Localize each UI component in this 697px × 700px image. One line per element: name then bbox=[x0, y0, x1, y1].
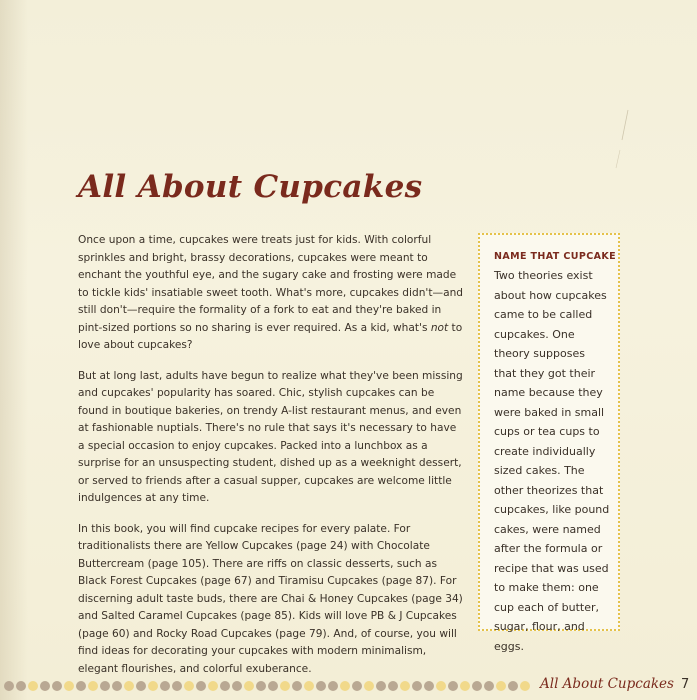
decorative-dot bbox=[508, 681, 518, 691]
decorative-dot bbox=[160, 681, 170, 691]
decorative-dot bbox=[520, 681, 530, 691]
decorative-dot bbox=[76, 681, 86, 691]
decorative-dot bbox=[484, 681, 494, 691]
decorative-dot bbox=[268, 681, 278, 691]
decorative-dot bbox=[424, 681, 434, 691]
paragraph-1-text: Once upon a time, cupcakes were treats just for kids. With colorful sprinkles and bright, brassy decorations, cupcakes were meant to enchant the youthful eye, and the sugary cake and frosting were made to tickle kids' insatiable sweet tooth. What's more, cupcakes didn't—and still don't—require the formality of a fork to eat and they're baked in pint-sized portions so no sharing is ever required. As a kid, what's not to love about cupcakes? bbox=[78, 234, 464, 351]
decorative-dot bbox=[412, 681, 422, 691]
name-that-cupcake-sidebar bbox=[478, 233, 620, 653]
decorative-dot-border bbox=[4, 680, 534, 692]
decorative-dot bbox=[28, 681, 38, 691]
decorative-dot bbox=[460, 681, 470, 691]
decorative-dot bbox=[436, 681, 446, 691]
decorative-dot bbox=[16, 681, 26, 691]
decorative-dot bbox=[4, 681, 14, 691]
body-paragraph: In this book, you will find cupcake recipes for every palate. For traditionalists there are Yellow Cupcakes (page 24) with Chocolate Buttercream (page 105). There are riffs on classic desserts, such as Black Forest Cupcakes (page 67) and Tiramisu Cupcakes (page 87). For discerning adult taste buds, there are Chai & Honey Cupcakes (page 34) and Salted Caramel Cupcakes (page 85). Kids will love PB & J Cupcakes (page 60) and Rocky Road Cupcakes (page 79). And, of course, you will find ideas for decorating your cupcakes with modern minimalism, elegant flourishes, and colorful exuberance. bbox=[78, 522, 463, 675]
decorative-dot bbox=[388, 681, 398, 691]
decorative-dot bbox=[64, 681, 74, 691]
decorative-dot bbox=[220, 681, 230, 691]
decorative-dot bbox=[352, 681, 362, 691]
decorative-dot bbox=[208, 681, 218, 691]
decorative-dot bbox=[244, 681, 254, 691]
body-paragraph bbox=[78, 232, 466, 355]
decorative-dot bbox=[52, 681, 62, 691]
decorative-dot bbox=[172, 681, 182, 691]
decorative-dot bbox=[364, 681, 374, 691]
decorative-dot bbox=[232, 681, 242, 691]
page-title: All About Cupcakes bbox=[78, 168, 423, 205]
decorative-dot bbox=[148, 681, 158, 691]
decorative-dot bbox=[376, 681, 386, 691]
body-paragraph: But at long last, adults have begun to realize what they've been missing and cupcakes' popularity has soared. Chic, stylish cupcakes can be found in boutique bakeries, on trendy A-list restaurant menus, and even at fashionable nuptials. There's no rule that says it's necessary to have a special occasion to enjoy cupcakes. Packed into a lunchbox as a surprise for an unsuspecting student, dished up as a weeknight dessert, or served to friends after a casual supper, cupcakes are welcome little indulgences at any time. bbox=[78, 369, 463, 504]
decorative-dot bbox=[304, 681, 314, 691]
decorative-dot bbox=[196, 681, 206, 691]
decorative-dot bbox=[88, 681, 98, 691]
decorative-dot bbox=[100, 681, 110, 691]
decorative-dot bbox=[328, 681, 338, 691]
page-number: 7 bbox=[680, 677, 690, 692]
decorative-dot bbox=[340, 681, 350, 691]
decorative-dot bbox=[40, 681, 50, 691]
decorative-dot bbox=[184, 681, 194, 691]
decorative-dot bbox=[280, 681, 290, 691]
decorative-dot bbox=[256, 681, 266, 691]
page-footer bbox=[540, 676, 689, 692]
decorative-dot bbox=[472, 681, 482, 691]
sidebar-text: Two theories exist about how cupcakes came to be called cupcakes. One theory supposes that they got their name because they were baked in small cups or tea cups to create individually sized cakes. The other theorizes that cupcakes, like pound cakes, were named after the formula or recipe that was used to make them: one cup each of butter, sugar, flour, and eggs. bbox=[494, 269, 610, 653]
running-title: All About Cupcakes bbox=[540, 676, 674, 692]
decorative-dot bbox=[316, 681, 326, 691]
decorative-dot bbox=[292, 681, 302, 691]
paper-scratch-marks bbox=[600, 80, 660, 200]
decorative-dot bbox=[124, 681, 134, 691]
gutter-shadow bbox=[0, 0, 28, 700]
decorative-dot bbox=[496, 681, 506, 691]
decorative-dot bbox=[136, 681, 146, 691]
sidebar-heading: NAME THAT CUPCAKE bbox=[494, 251, 617, 262]
decorative-dot bbox=[448, 681, 458, 691]
decorative-dot bbox=[112, 681, 122, 691]
decorative-dot bbox=[400, 681, 410, 691]
body-text bbox=[78, 232, 466, 691]
